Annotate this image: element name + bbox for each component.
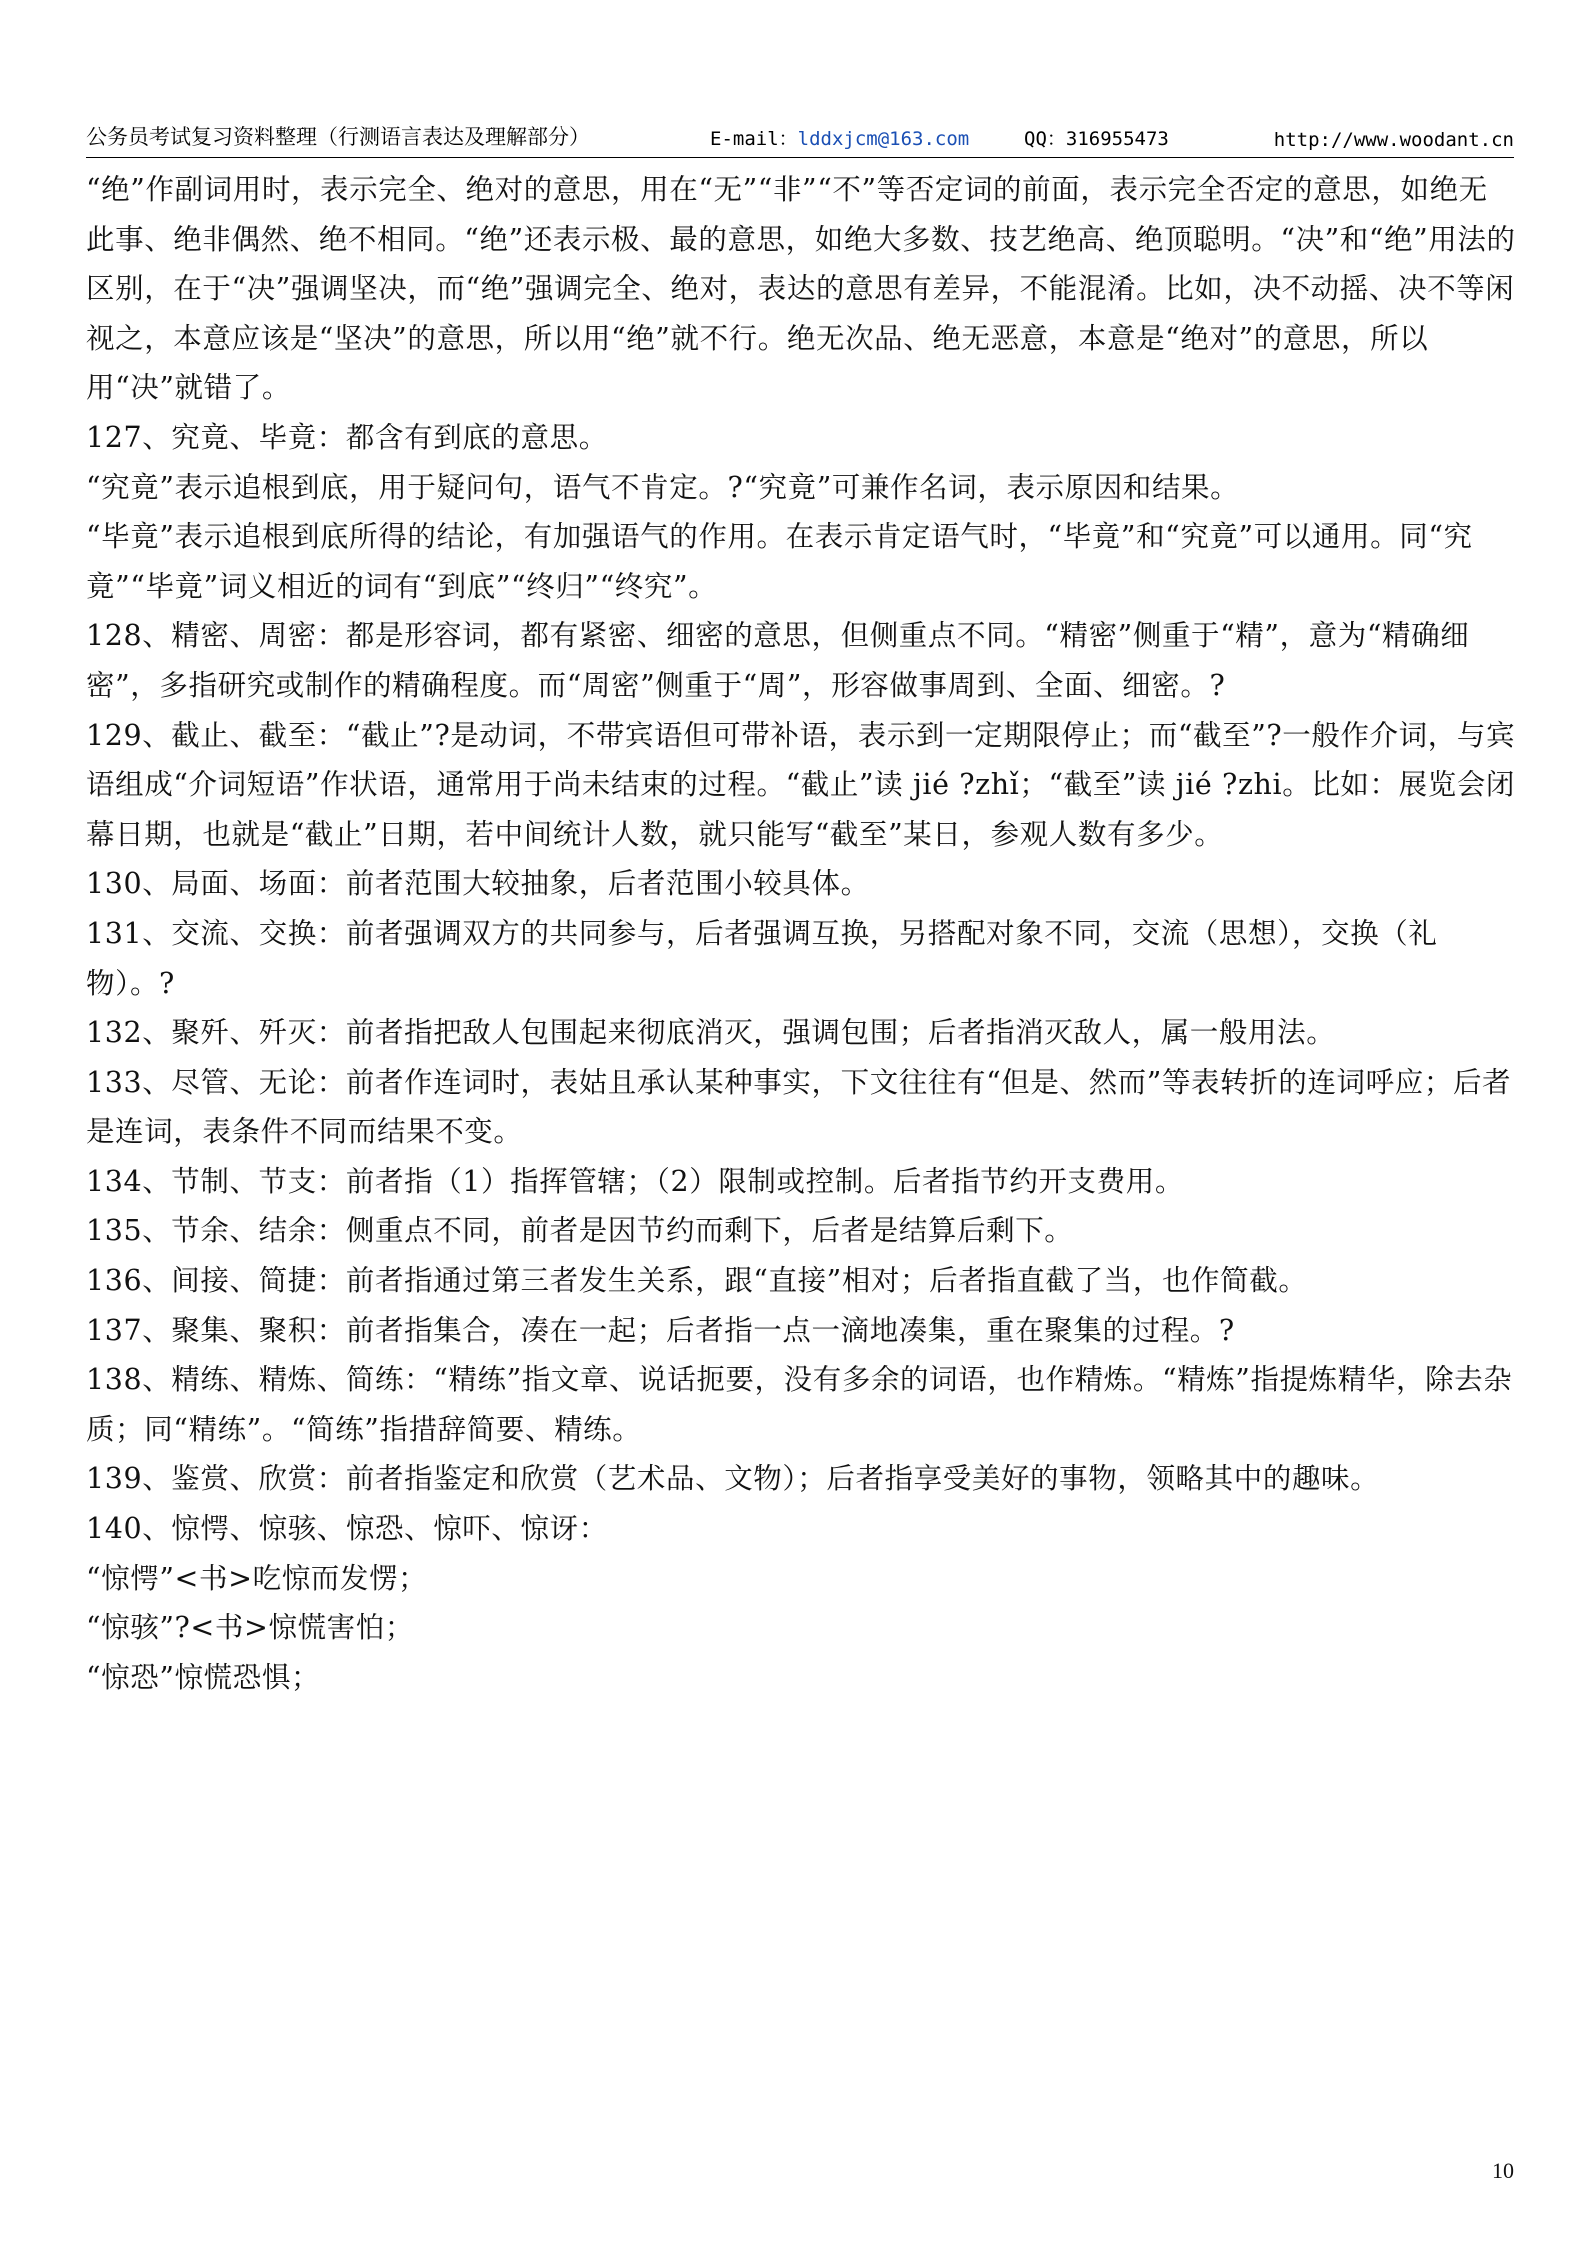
- paragraph: 138、精练、精炼、简练：“精练”指文章、说话扼要，没有多余的词语，也作精炼。“精炼”指提炼精华，除去杂质；同“精练”。“简练”指措辞简要、精练。: [86, 1363, 1513, 1446]
- document-body: [86, 165, 1516, 1702]
- paragraph: “惊骇”?<书>惊慌害怕；: [86, 1611, 414, 1645]
- paragraph: “惊愕”<书>吃惊而发愣；: [86, 1561, 428, 1595]
- header-email-label: E-mail：: [710, 128, 798, 150]
- paragraph: 132、聚歼、歼灭：前者指把敌人包围起来彻底消灭，强调包围；后者指消灭敌人，属一般用法。: [86, 1016, 1336, 1050]
- paragraph: “绝”作副词用时，表示完全、绝对的意思，用在“无”“非”“不”等否定词的前面，表示完全否定的意思，如绝无此事、绝非偶然、绝不相同。“绝”还表示极、最的意思，如绝大多数、技艺绝高、绝顶聪明。“决”和“绝”用法的区别，在于“决”强调坚决，而“绝”强调完全、绝对，表达的意思有差异，不能混淆。比如，决不动摇、决不等闲视之，本意应该是“坚决”的意思，所以用“绝”就不行。绝无次品、绝无恶意，本意是“绝对”的意思，所以用“决”就错了。: [86, 173, 1516, 405]
- page-header: [86, 120, 1514, 158]
- paragraph: 127、究竟、毕竟：都含有到底的意思。: [86, 420, 608, 454]
- paragraph: 139、鉴赏、欣赏：前者指鉴定和欣赏（艺术品、文物）；后者指享受美好的事物，领略其中的趣味。: [86, 1462, 1380, 1496]
- paragraph: “毕竟”表示追根到底所得的结论，有加强语气的作用。在表示肯定语气时，“毕竟”和“究竟”可以通用。同“究竟”“毕竟”词义相近的词有“到底”“终归”“终究”。: [86, 520, 1473, 603]
- paragraph: 133、尽管、无论：前者作连词时，表姑且承认某种事实，下文往往有“但是、然而”等表转折的连词呼应；后者是连词，表条件不同而结果不变。: [86, 1065, 1512, 1149]
- paragraph: 135、节余、结余：侧重点不同，前者是因节约而剩下，后者是结算后剩下。: [86, 1214, 1074, 1248]
- paragraph: 137、聚集、聚积：前者指集合，凑在一起；后者指一点一滴地凑集，重在聚集的过程。?: [86, 1313, 1235, 1347]
- page-number: 10: [1492, 2158, 1514, 2183]
- header-url-link[interactable]: http://www.woodant.cn: [1273, 129, 1514, 151]
- paragraph: 131、交流、交换：前者强调双方的共同参与，后者强调互换，另搭配对象不同，交流（思想），交换（礼物）。?: [86, 916, 1438, 1000]
- header-qq: QQ：316955473: [1024, 128, 1169, 150]
- header-email: [710, 124, 969, 151]
- paragraph: “惊恐”惊慌恐惧；: [86, 1660, 321, 1694]
- paragraph: 130、局面、场面：前者范围大较抽象，后者范围小较具体。: [86, 867, 870, 901]
- paragraph: 129、截止、截至：“截止”?是动词，不带宾语但可带补语，表示到一定期限停止；而“截至”?一般作介词，与宾语组成“介词短语”作状语，通常用于尚未结束的过程。“截止”读 jié ?zhǐ；“截至”读 jié ?zhi。比如：展览会闭幕日期，也就是“截止”日期，若中间统计人数，就只能写“截至”某日，参观人数有多少。: [86, 718, 1516, 851]
- paragraph: 136、间接、简捷：前者指通过第三者发生关系，跟“直接”相对；后者指直截了当，也作简截。: [86, 1264, 1308, 1298]
- paragraph: “究竟”表示追根到底，用于疑问句，语气不肯定。?“究竟”可兼作名词，表示原因和结果。: [86, 470, 1240, 504]
- paragraph: 128、精密、周密：都是形容词，都有紧密、细密的意思，但侧重点不同。“精密”侧重于“精”，意为“精确细密”，多指研究或制作的精确程度。而“周密”侧重于“周”，形容做事周到、全面、细密。?: [86, 619, 1470, 702]
- paragraph: 140、惊愕、惊骇、惊恐、惊吓、惊讶：: [86, 1512, 608, 1546]
- header-title: 公务员考试复习资料整理（行测语言表达及理解部分）: [86, 125, 590, 149]
- header-email-link[interactable]: lddxjcm@163.com: [797, 128, 970, 150]
- paragraph: 134、节制、节支：前者指（1）指挥管辖；（2）限制或控制。后者指节约开支费用。: [86, 1164, 1184, 1198]
